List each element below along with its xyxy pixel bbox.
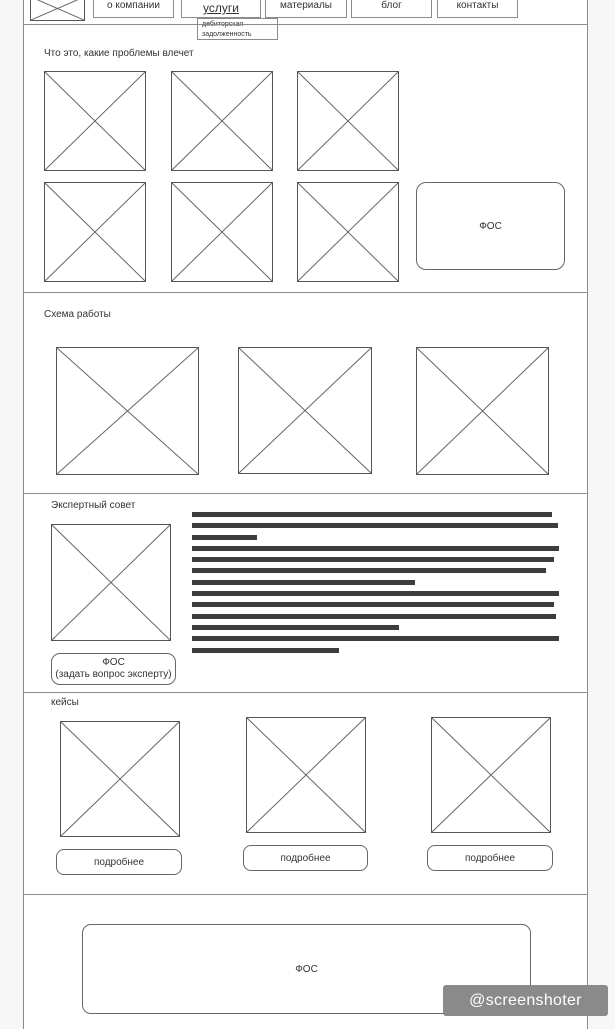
ask-expert-button[interactable] [51, 653, 176, 685]
image-placeholder-icon [298, 183, 398, 281]
image-placeholder-icon [417, 348, 548, 474]
image-placeholder-icon [61, 722, 179, 836]
text-line [192, 602, 554, 607]
expert-title: Экспертный совет [51, 500, 136, 511]
ask-expert-line: ФОС [102, 657, 125, 668]
image-placeholder-icon [239, 348, 371, 473]
image-placeholder-icon [45, 183, 145, 281]
image-placeholder-icon [172, 183, 272, 281]
text-line [192, 523, 558, 528]
case-image [246, 717, 366, 833]
divider [23, 24, 587, 25]
divider [23, 292, 587, 293]
problem-image [44, 182, 146, 282]
text-line [192, 591, 559, 596]
feedback-form-label: ФОС [479, 220, 502, 232]
workflow-title: Схема работы [44, 309, 111, 320]
workflow-step-image [238, 347, 372, 474]
ask-expert-line: (задать вопрос эксперту) [55, 669, 172, 680]
submenu-receivables[interactable] [197, 18, 278, 40]
nav-item-blog[interactable]: блог [351, 0, 432, 18]
problem-image [297, 182, 399, 282]
divider [23, 493, 587, 494]
text-line [192, 557, 554, 562]
image-placeholder-icon [45, 72, 145, 170]
nav-item-about[interactable]: о компании [93, 0, 174, 18]
case-image [60, 721, 180, 837]
text-line [192, 568, 546, 573]
problems-feedback-form[interactable] [416, 182, 565, 270]
cases-title: кейсы [51, 697, 79, 708]
problem-image [44, 71, 146, 171]
image-placeholder-icon [172, 72, 272, 170]
case-more-label: подробнее [280, 852, 331, 864]
text-line [192, 512, 552, 517]
nav-item-services[interactable]: услуги [181, 0, 261, 18]
image-placeholder-icon [52, 525, 170, 640]
image-placeholder-icon [247, 718, 365, 832]
text-line [192, 580, 415, 585]
workflow-step-image [416, 347, 549, 475]
footer-form-label: ФОС [295, 963, 318, 975]
image-placeholder-icon [31, 0, 84, 20]
text-line [192, 636, 559, 641]
case-more-button[interactable] [56, 849, 182, 875]
case-more-button[interactable] [243, 845, 368, 871]
image-placeholder-icon [432, 718, 550, 832]
screenshoter-watermark: @screenshoter [443, 985, 608, 1016]
text-line [192, 535, 257, 540]
nav-item-materials[interactable]: материалы [265, 0, 347, 18]
text-line [192, 625, 399, 630]
logo-placeholder[interactable] [30, 0, 85, 21]
problem-image [297, 71, 399, 171]
case-image [431, 717, 551, 833]
case-more-button[interactable] [427, 845, 553, 871]
submenu-line: задолженность [202, 31, 252, 38]
problem-image [171, 182, 273, 282]
divider [23, 894, 587, 895]
divider [23, 692, 587, 693]
expert-photo [51, 524, 171, 641]
workflow-step-image [56, 347, 199, 475]
problems-title: Что это, какие проблемы влечет [44, 48, 194, 59]
image-placeholder-icon [298, 72, 398, 170]
text-line [192, 546, 559, 551]
case-more-label: подробнее [93, 856, 145, 868]
nav-item-contacts[interactable]: контакты [437, 0, 518, 18]
text-line [192, 648, 339, 653]
text-line [192, 614, 556, 619]
case-more-label: подробнее [464, 852, 516, 864]
image-placeholder-icon [57, 348, 198, 474]
problem-image [171, 71, 273, 171]
submenu-line [202, 20, 273, 30]
